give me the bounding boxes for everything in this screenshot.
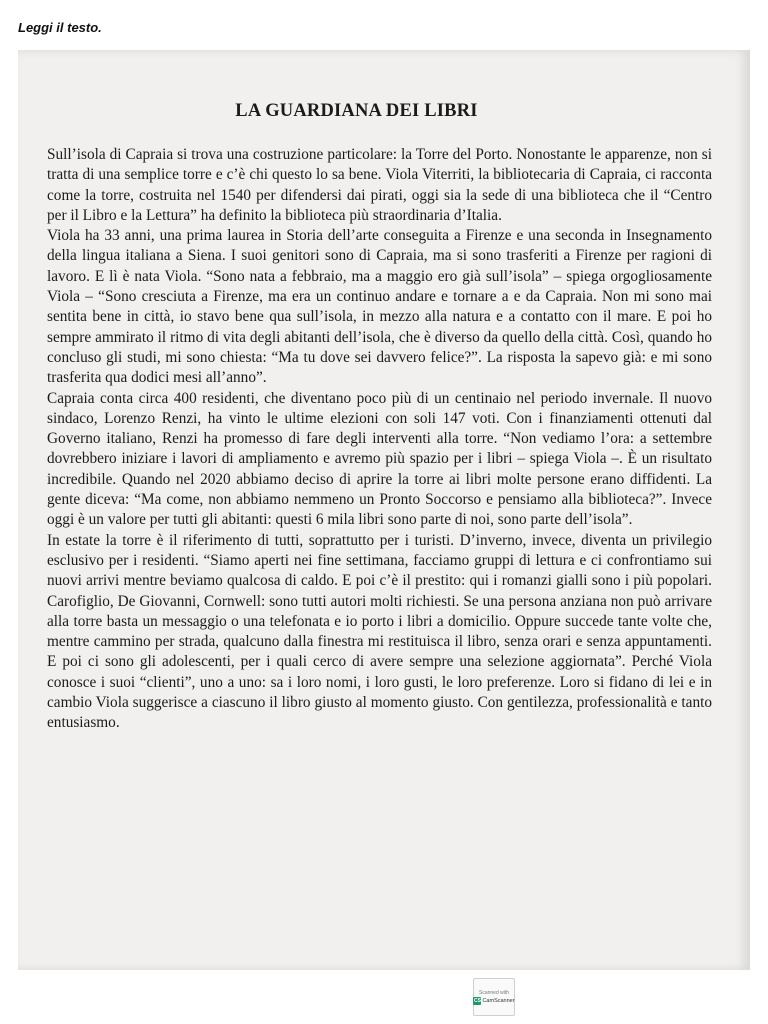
- page-label: Leggi il testo.: [18, 20, 102, 35]
- article-title: LA GUARDIANA DEI LIBRI: [235, 101, 478, 121]
- article-paragraph: Viola ha 33 anni, una prima laurea in Storia dell’arte conseguita a Firenze e una seconda in Insegnamento della lingua italiana a Siena. I suoi genitori sono di Capraia, ma si sono trasferiti a Firenze per ragioni di lavoro. E lì è nata Viola. “Sono nata a febbraio, ma a maggio ero già sull’isola” – spiega orgogliosamente Viola – “Sono cresciuta a Firenze, ma era un continuo andare e tornare a e da Capraia. Non mi sono mai sentita bene in città, io stavo bene qua sull’isola, in mezzo alla natura e a contatto con il mare. E poi ho sempre ammirato il ritmo di vita degli abitanti dell’isola, che è diverso da quello della città. Così, quando ho concluso gli studi, mi sono chiesta: “Ma tu dove sei davvero felice?”. La risposta la sapevo già: e mi sono trasferita qua dodici mesi all’anno”.: [47, 227, 712, 387]
- article-paragraph: Capraia conta circa 400 residenti, che diventano poco più di un centinaio nel periodo invernale. Il nuovo sindaco, Lorenzo Renzi, ha vinto le ultime elezioni con soli 147 voti. Con i finanziamenti ottenuti dal Governo italiano, Renzi ha promesso di fare degli interventi alla torre. “Non vediamo l’ora: a settembre dovrebbero iniziare i lavori di ampliamento e avremo più spazio per i libri – spiega Viola –. È un risultato incredibile. Quando nel 2020 abbiamo deciso di aprire la torre ai libri molte persone erano diffidenti. La gente diceva: “Ma come, non abbiamo nemmeno un Pronto Soccorso e pensiamo alla biblioteca?”. Invece oggi è un valore per tutti gli abitanti: questi 6 mila libri sono parte di noi, sono parte dell’isola”.: [47, 389, 712, 529]
- scanner-watermark: [473, 978, 515, 1016]
- camscanner-logo-icon: CS: [473, 997, 481, 1004]
- scanner-caption: Scanned with: [478, 989, 510, 996]
- scanner-logo-row: [473, 997, 514, 1005]
- scanner-brand: CamScanner: [482, 997, 515, 1004]
- article-paragraph: In estate la torre è il riferimento di tutti, soprattutto per i turisti. D’inverno, invece, diventa un privilegio esclusivo per i residenti. “Siamo aperti nei fine settimana, facciamo gruppi di lettura e ci confrontiamo sui nuovi arrivi mentre beviamo qualcosa di caldo. E poi c’è il prestito: qui i romanzi gialli sono i più popolari. Carofiglio, De Giovanni, Cornwell: sono tutti autori molti richiesti. Se una persona anziana non può arrivare alla torre basta un messaggio o una telefonata e io porto i libri a domicilio. Oppure succede tante volte che, mentre cammino per strada, qualcuno dalla finestra mi restituisca il libro, senza orari e senza appuntamenti. E poi ci sono gli adolescenti, per i quali cerco di avere sempre una selezione aggiornata”. Perché Viola conosce i suoi “clienti”, uno a uno: sa i loro nomi, i loro gusti, le loro preferenze. Loro si fidano di lei e in cambio Viola suggerisce a ciascuno il libro giusto al momento giusto. Con gentilezza, professionalità e tanto entusiasmo.: [47, 531, 712, 732]
- article-body: [47, 145, 712, 734]
- article-paragraph: Sull’isola di Capraia si trova una costruzione particolare: la Torre del Porto. Nonostante le apparenze, non si tratta di una semplice torre e c’è chi questo lo sa bene. Viola Viterriti, la bibliotecaria di Capraia, ci racconta come la torre, costruita nel 1540 per difendersi dai pirati, oggi sia la sede di una biblioteca che il “Centro per il Libro e la Lettura” ha definito la biblioteca più straordinaria d’Italia.: [47, 146, 712, 224]
